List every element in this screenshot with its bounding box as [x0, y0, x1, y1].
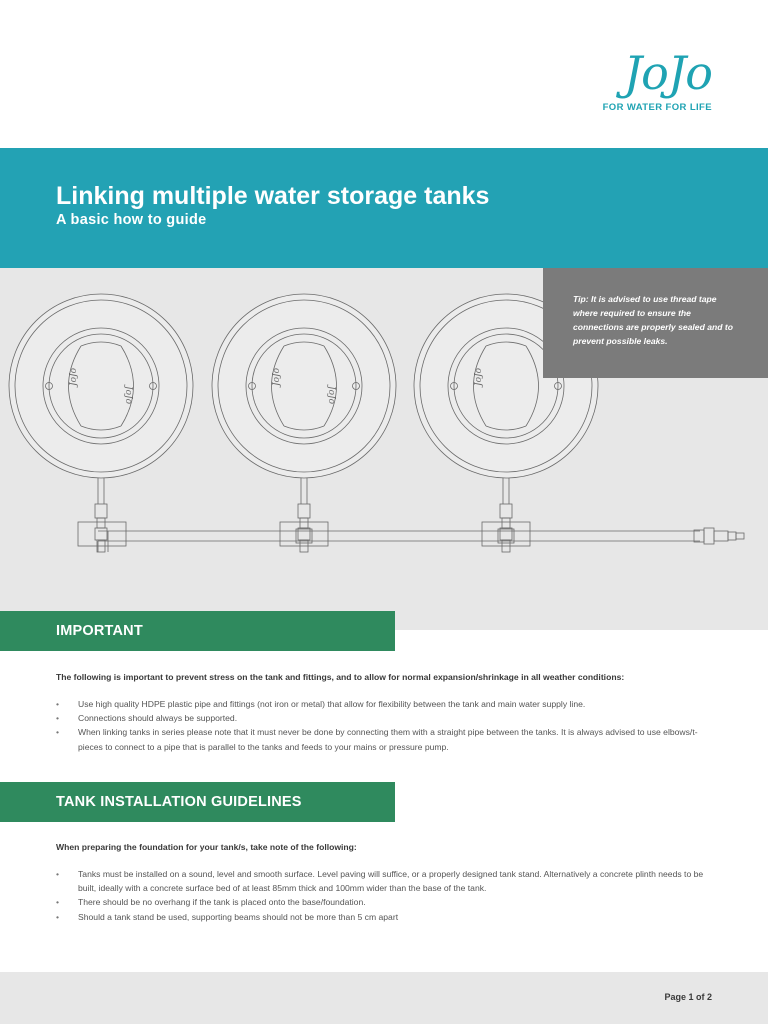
hero-banner [0, 148, 768, 268]
page-footer [0, 972, 768, 1024]
tank-1 [9, 294, 193, 552]
main-supply-pipe [98, 528, 744, 552]
important-list [56, 697, 716, 754]
list-item: • Connections should always be supported. [56, 711, 716, 725]
logo-wordmark: JoJo [623, 46, 712, 100]
important-heading-bar [0, 611, 395, 651]
tip-text: Tip: It is advised to use thread tape where required to ensure the connections are properly sealed and to prevent possible leaks. [573, 294, 733, 346]
installation-heading-bar [0, 782, 395, 822]
tank-1-base [78, 522, 126, 546]
page-number: Page 1 of 2 [664, 992, 712, 1002]
installation-list [56, 867, 716, 924]
page-subtitle: A basic how to guide [56, 212, 207, 228]
important-intro: The following is important to prevent stress on the tank and fittings, and to allow for normal expansion/shrinkage in all weather conditions: [56, 672, 625, 682]
installation-intro: When preparing the foundation for your tank/s, take note of the following: [56, 842, 357, 852]
list-item: • There should be no overhang if the tank is placed onto the base/foundation. [56, 895, 716, 909]
tank-2-lid-label-right: JoJo [326, 386, 336, 405]
tank-1-lid-label-right: JoJo [123, 386, 133, 405]
logo-tagline: FOR WATER FOR LIFE [602, 102, 712, 113]
list-item: • Use high quality HDPE plastic pipe and fittings (not iron or metal) that allow for flexibility between the tank and main water supply line. [56, 697, 716, 711]
tank-1-lid-label-left: JoJo [69, 367, 79, 386]
list-item: • Should a tank stand be used, supporting beams should not be more than 5 cm apart [56, 910, 716, 924]
list-item: • Tanks must be installed on a sound, level and smooth surface. Level paving will suffice, or a properly designed tank stand. Alternatively a concrete plinth needs to be built, ideally with a concrete surface bed of at least 85mm thick and 100mm wider than the base of the tank. [56, 867, 716, 895]
page-title: Linking multiple water storage tanks [56, 182, 490, 210]
tank-2-lid-label-left: JoJo [272, 367, 282, 386]
installation-heading: TANK INSTALLATION GUIDELINES [56, 794, 302, 810]
important-heading: IMPORTANT [56, 623, 143, 639]
brand-logo [572, 46, 712, 113]
tip-box [543, 268, 768, 378]
tank-2 [212, 294, 396, 552]
tank-2-base [280, 522, 328, 546]
tank-3-lid-label-left: JoJo [474, 367, 484, 386]
tank-3-base [482, 522, 530, 546]
list-item: • When linking tanks in series please note that it must never be done by connecting them with a straight pipe between the tanks. It is always advised to use elbows/t-pieces to connect to a pipe that is parallel to the tanks and feeds to your mains or pressure pump. [56, 725, 716, 753]
